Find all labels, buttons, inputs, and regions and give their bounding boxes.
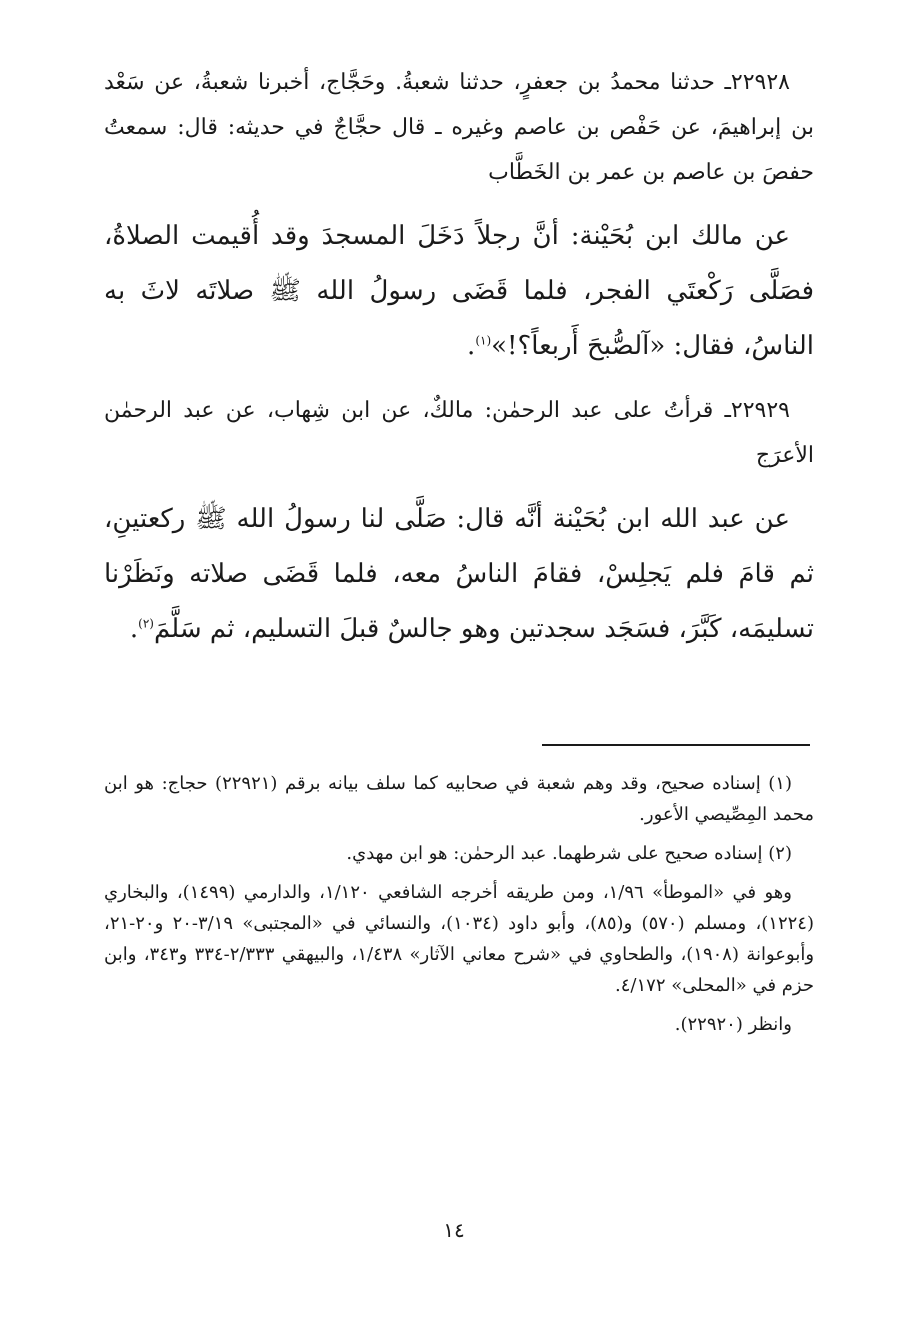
footnote-ref-1: (١) [475, 333, 492, 348]
footnote-2-sources: وهو في «الموطأ» ١/٩٦، ومن طريقه أخرجه الشافعي ١/١٢٠، والدارمي (١٤٩٩)، والبخاري (١٢٢٤)، ومسلم (٥٧٠) و(٨٥)، وأبو داود (١٠٣٤)، والنسائي في «المجتبى» ٣/١٩-٢٠ و٢٠-٢١، وأبوعوانة (١٩٠٨)، والطحاوي في «شرح معاني الآثار» ١/٤٣٨، والبيهقي ٢/٣٣٣-٣٣٤ و٣٤٣، وابن حزم في «المحلى» ٤/١٧٢. [104, 882, 815, 996]
hadith-22928-isnad: ٢٢٩٢٨ـ حدثنا محمدُ بن جعفرٍ، حدثنا شعبةُ. وحَجَّاج، أخبرنا شعبةُ، عن سَعْد بن إبراهيمَ، عن حَفْص بن عاصم وغيره ـ قال حجَّاجٌ في حديثه: قال: سمعتُ حفصَ بن عاصم بن عمر بن الخَطَّاب [104, 70, 814, 185]
hadith-22928-matn [104, 209, 814, 374]
hadith-22929-matn-text: عن عبد الله ابن بُحَيْنة أنَّه قال: صَلَّى لنا رسولُ الله ﷺ ركعتينِ، ثم قامَ فلم يَجلِسْ، فقامَ الناسُ معه، فلما قَضَى صلاته ونَظَرْنا تسليمَه، كَبَّرَ، فسَجَد سجدتين وهو جالسٌ قبلَ التسليم، ثم سَلَّمَ [104, 504, 814, 644]
hadith-22928-matn-text: عن مالك ابن بُحَيْنة: أنَّ رجلاً دَخَلَ المسجدَ وقد أُقيمت الصلاةُ، فصَلَّى رَكْعتَي الفجر، فلما قَضَى رسولُ الله ﷺ صلاتَه لاثَ به الناسُ، فقال: «آلصُّبحَ أَربعاً؟!» [104, 221, 814, 361]
footnotes [104, 768, 814, 1048]
page-number: ١٤ [443, 1218, 465, 1242]
footnote-2-see-also: وانظر (٢٢٩٢٠). [674, 1014, 792, 1035]
hadith-22929-isnad: ٢٢٩٢٩ـ قرأتُ على عبد الرحمٰن: مالكٌ، عن ابن شِهاب، عن عبد الرحمٰن الأعرَج [104, 398, 814, 468]
footnote-ref-2: (٢) [138, 616, 154, 631]
footnote-1: (١) إسناده صحيح، وقد وهم شعبة في صحابيه كما سلف بيانه برقم (٢٢٩٢١) حجاج: هو ابن محمد المِصِّيصي الأعور. [104, 773, 814, 825]
hadith-22929-matn [104, 492, 814, 657]
hadith-22928-matn-end: . [467, 331, 476, 361]
footnote-2: (٢) إسناده صحيح على شرطهما. عبد الرحمٰن: هو ابن مهدي. [346, 843, 792, 864]
hadith-22929-matn-end: . [129, 614, 139, 644]
footnote-divider [542, 744, 810, 746]
main-text [104, 60, 814, 671]
